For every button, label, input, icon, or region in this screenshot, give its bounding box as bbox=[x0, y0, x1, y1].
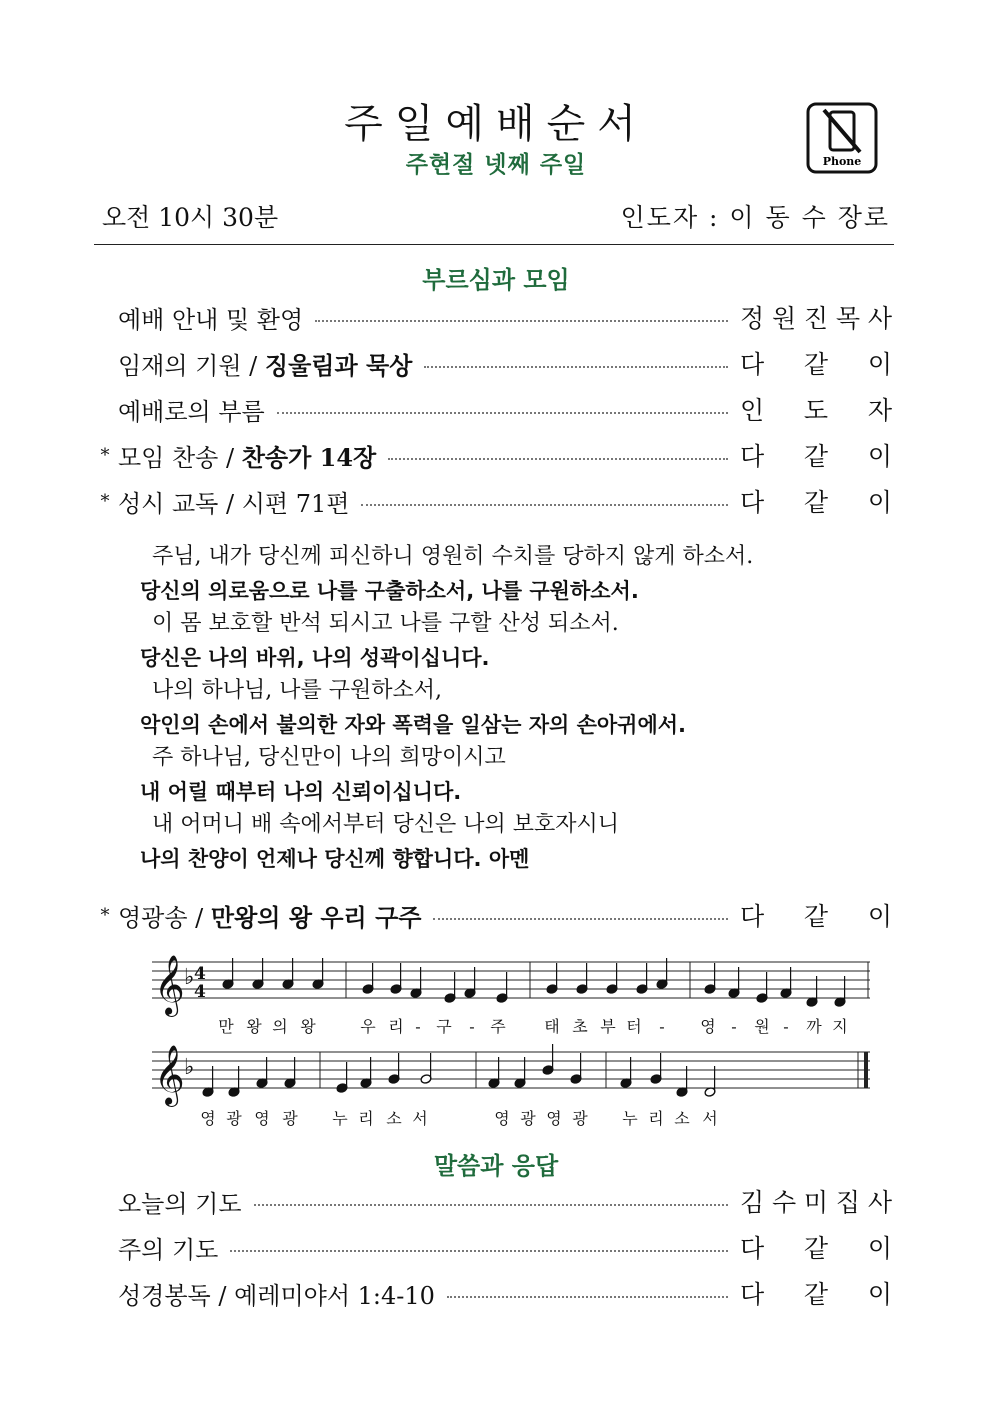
psalm-leader-line: 내 어머니 배 속에서부터 당신은 나의 보호자시니 bbox=[152, 812, 620, 837]
lyric-syllable: 영 bbox=[700, 1017, 716, 1036]
psalm-leader-line: 주님, 내가 당신께 피신하니 영원히 수치를 당하지 않게 하소서. bbox=[152, 544, 754, 569]
performer-char: 수 bbox=[771, 1188, 797, 1217]
performer-char: 다 bbox=[740, 1280, 765, 1309]
lyric-syllable: 원 bbox=[754, 1017, 770, 1036]
lyric-syllable: 리 bbox=[388, 1017, 404, 1036]
lyric-syllable: 서 bbox=[702, 1109, 718, 1128]
performer-char: 이 bbox=[867, 442, 892, 471]
order-performer bbox=[740, 1229, 892, 1265]
lyric-syllable: 광 bbox=[572, 1109, 588, 1128]
lyric-syllable: 광 bbox=[226, 1109, 242, 1128]
performer-char: 정 bbox=[740, 304, 765, 333]
order-performer bbox=[740, 391, 892, 427]
psalm-response-line: 당신의 의로움으로 나를 구출하소서, 나를 구원하소서. bbox=[140, 578, 639, 603]
performer-char: 미 bbox=[803, 1188, 829, 1217]
performer-char: 집 bbox=[835, 1188, 861, 1217]
lyric-syllable: 부 bbox=[600, 1017, 616, 1036]
order-label: 성시 교독 / 시편 71편 bbox=[118, 489, 350, 518]
lyric-syllable: 주 bbox=[490, 1017, 506, 1036]
order-row bbox=[92, 300, 892, 334]
performer-char: 이 bbox=[867, 902, 892, 931]
order-performer bbox=[740, 299, 892, 335]
dot-leader bbox=[230, 1250, 728, 1252]
performer-char: 사 bbox=[867, 304, 892, 333]
dot-leader bbox=[433, 918, 728, 920]
lyric-syllable: 우 bbox=[360, 1017, 376, 1036]
performer-char: 진 bbox=[803, 304, 829, 333]
performer-char: 이 bbox=[867, 350, 892, 379]
order-row bbox=[92, 392, 892, 426]
psalm-response-line: 나의 찬양이 언제나 당신께 향합니다. 아멘 bbox=[140, 846, 530, 871]
lyric-syllable: 초 bbox=[572, 1017, 588, 1036]
lyric-syllable: 지 bbox=[832, 1017, 848, 1036]
order-label: 주의 기도 bbox=[118, 1235, 219, 1264]
order-row bbox=[92, 1276, 892, 1310]
lyric-syllable: - bbox=[469, 1017, 475, 1036]
service-leader: 인도자 : 이 동 수 장로 bbox=[620, 203, 890, 232]
no-phone-icon bbox=[806, 102, 878, 174]
performer-char: 김 bbox=[740, 1188, 765, 1217]
lyric-syllable: 소 bbox=[386, 1109, 402, 1128]
treble-clef-icon: 𝄞 bbox=[154, 955, 185, 1015]
dot-leader bbox=[254, 1204, 728, 1206]
order-performer bbox=[740, 345, 892, 381]
phone-icon-label: Phone bbox=[822, 155, 862, 168]
dot-leader bbox=[361, 504, 728, 506]
flat-icon: ♭ bbox=[184, 965, 195, 990]
order-performer bbox=[740, 483, 892, 519]
performer-char: 이 bbox=[867, 1234, 892, 1263]
order-label: 모임 찬송 / 찬송가 14장 bbox=[118, 442, 377, 472]
dot-leader bbox=[315, 320, 728, 322]
section-gathering: 부르심과 모임 bbox=[422, 266, 570, 294]
flat-icon: ♭ bbox=[184, 1055, 195, 1080]
performer-char: 도 bbox=[803, 396, 829, 425]
performer-char: 다 bbox=[740, 1234, 765, 1263]
psalm-response-line: 당신은 나의 바위, 나의 성곽이십니다. bbox=[140, 645, 490, 670]
standing-mark: * bbox=[100, 444, 110, 466]
lyric-syllable: 터 bbox=[626, 1017, 642, 1036]
order-row bbox=[92, 1184, 892, 1218]
lyric-syllable: - bbox=[783, 1017, 789, 1036]
standing-mark: * bbox=[100, 904, 110, 926]
lyric-syllable: 왕 bbox=[300, 1017, 316, 1036]
gloria-score bbox=[150, 950, 880, 1140]
order-row bbox=[92, 346, 892, 380]
dot-leader bbox=[424, 366, 728, 368]
performer-char: 다 bbox=[740, 442, 765, 471]
order-performer bbox=[740, 437, 892, 473]
order-row bbox=[92, 438, 892, 472]
order-label: 성경봉독 / 예레미야서 1:4-10 bbox=[118, 1281, 435, 1310]
psalm-leader-line: 이 몸 보호할 반석 되시고 나를 구할 산성 되소서. bbox=[152, 611, 619, 636]
lyric-syllable: 구 bbox=[436, 1017, 452, 1036]
performer-char: 같 bbox=[803, 902, 829, 931]
dot-leader bbox=[447, 1296, 728, 1298]
performer-char: 같 bbox=[803, 350, 829, 379]
lyric-syllable: 서 bbox=[412, 1109, 428, 1128]
performer-char: 다 bbox=[740, 350, 765, 379]
order-label: 예배로의 부름 bbox=[118, 397, 265, 426]
lyric-syllable: 영 bbox=[200, 1109, 216, 1128]
dot-leader bbox=[277, 412, 728, 414]
performer-char: 인 bbox=[740, 396, 765, 425]
order-label: 예배 안내 및 환영 bbox=[118, 305, 304, 334]
performer-char: 이 bbox=[867, 488, 892, 517]
lyric-syllable: 태 bbox=[544, 1017, 560, 1036]
order-performer bbox=[740, 1275, 892, 1311]
performer-char: 같 bbox=[803, 488, 829, 517]
standing-mark: * bbox=[100, 490, 110, 512]
lyric-syllable: 리 bbox=[358, 1109, 374, 1128]
performer-char: 같 bbox=[803, 442, 829, 471]
lyric-syllable: 의 bbox=[272, 1017, 288, 1036]
psalm-leader-line: 주 하나님, 당신만이 나의 희망이시고 bbox=[152, 745, 506, 770]
performer-char: 원 bbox=[771, 304, 797, 333]
psalm-response-line: 악인의 손에서 불의한 자와 폭력을 일삼는 자의 손아귀에서. bbox=[140, 712, 687, 737]
service-time: 오전 10시 30분 bbox=[102, 203, 279, 232]
lyric-syllable: 영 bbox=[546, 1109, 562, 1128]
treble-clef-icon: 𝄞 bbox=[154, 1045, 185, 1105]
order-label: 영광송 / 만왕의 왕 우리 구주 bbox=[118, 902, 422, 932]
performer-char: 목 bbox=[835, 304, 861, 333]
order-row bbox=[92, 484, 892, 518]
lyric-syllable: - bbox=[415, 1017, 421, 1036]
order-row bbox=[92, 1230, 892, 1264]
lyric-syllable: 누 bbox=[332, 1109, 348, 1128]
psalm-leader-line: 나의 하나님, 나를 구원하소서, bbox=[152, 678, 442, 703]
lyric-syllable: 광 bbox=[520, 1109, 536, 1128]
psalm-response-line: 내 어릴 때부터 나의 신뢰이십니다. bbox=[140, 779, 462, 804]
lyric-syllable: 소 bbox=[674, 1109, 690, 1128]
header-divider bbox=[94, 244, 894, 245]
section-word: 말씀과 응답 bbox=[433, 1152, 559, 1180]
lyric-syllable: 광 bbox=[282, 1109, 298, 1128]
lyric-syllable: 만 bbox=[218, 1017, 234, 1036]
lyric-syllable: - bbox=[659, 1017, 665, 1036]
page-title: 주일예배순서 bbox=[344, 101, 648, 147]
lyric-syllable: 영 bbox=[254, 1109, 270, 1128]
order-performer bbox=[740, 1183, 892, 1219]
performer-char: 다 bbox=[740, 902, 765, 931]
time-signature-bottom: 4 bbox=[194, 982, 206, 1002]
performer-char: 같 bbox=[803, 1280, 829, 1309]
performer-char: 사 bbox=[867, 1188, 892, 1217]
lyric-syllable: 영 bbox=[494, 1109, 510, 1128]
lyric-syllable: - bbox=[731, 1017, 737, 1036]
dot-leader bbox=[388, 458, 728, 460]
performer-char: 같 bbox=[803, 1234, 829, 1263]
lyric-syllable: 왕 bbox=[246, 1017, 262, 1036]
lyric-syllable: 까 bbox=[806, 1017, 822, 1036]
time-signature-top: 4 bbox=[194, 964, 206, 984]
page-subtitle: 주현절 넷째 주일 bbox=[405, 152, 587, 178]
order-label: 임재의 기원 / 징울림과 묵상 bbox=[118, 350, 413, 380]
order-label: 오늘의 기도 bbox=[118, 1189, 242, 1218]
performer-char: 자 bbox=[867, 396, 892, 425]
order-performer bbox=[740, 897, 892, 933]
lyric-syllable: 누 bbox=[622, 1109, 638, 1128]
order-row-gloria bbox=[92, 898, 892, 932]
performer-char: 다 bbox=[740, 488, 765, 517]
lyric-syllable: 리 bbox=[648, 1109, 664, 1128]
performer-char: 이 bbox=[867, 1280, 892, 1309]
